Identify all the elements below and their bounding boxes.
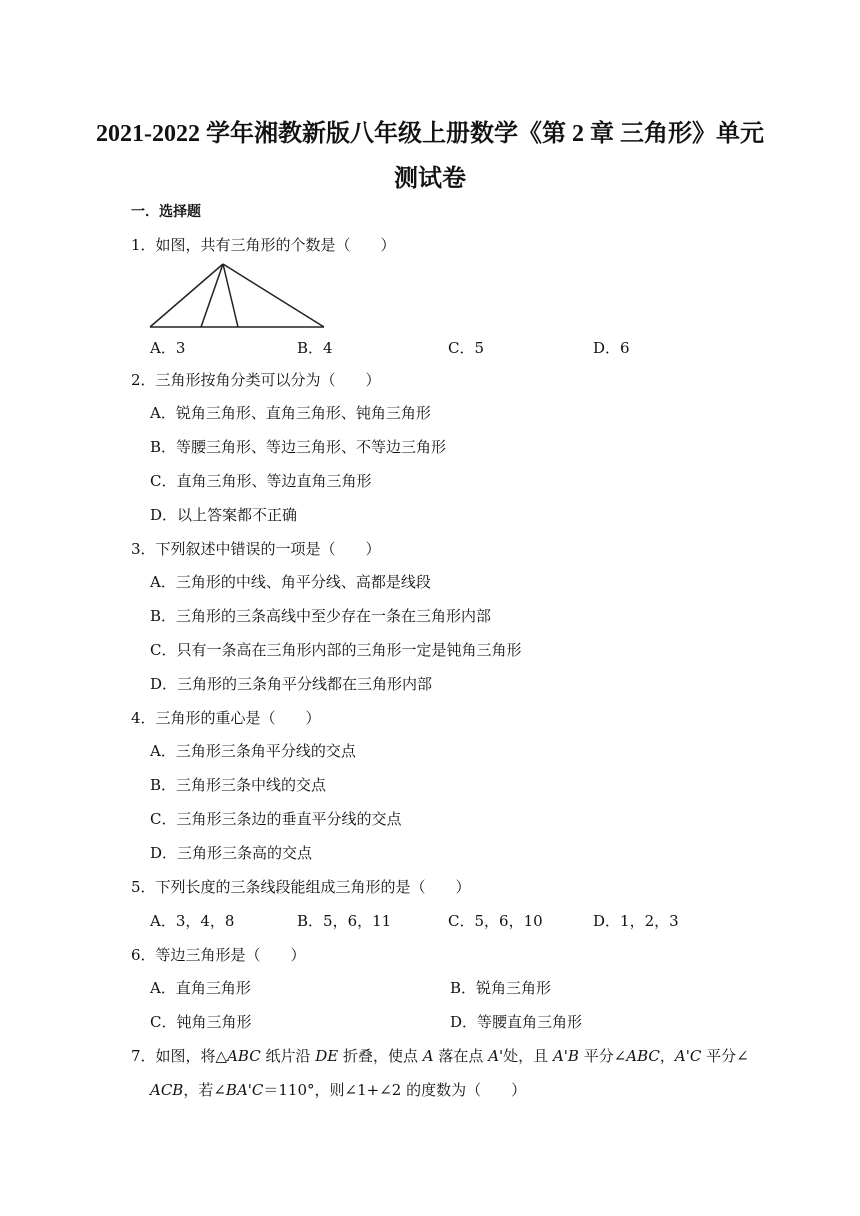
q4-option-a: A．三角形三条角平分线的交点 — [150, 742, 356, 760]
document-title-line2: 测试卷 — [394, 166, 466, 192]
q6-option-d: D．等腰直角三角形 — [450, 1013, 583, 1031]
figure-inner-line-2 — [223, 264, 238, 327]
q5-option-b: B．5，6，11 — [297, 912, 392, 930]
section-heading: 一．选择题 — [131, 204, 201, 220]
q4-option-c: C．三角形三条边的垂直平分线的交点 — [150, 810, 402, 828]
question-4-stem: 4．三角形的重心是（ ） — [131, 709, 321, 727]
q5-option-d: D．1，2，3 — [593, 912, 679, 930]
q6-option-b: B．锐角三角形 — [450, 979, 552, 997]
document-title-line1: 2021-2022 学年湘教新版八年级上册数学《第 2 章 三角形》单元 — [96, 121, 764, 147]
question-2-stem: 2．三角形按角分类可以分为（ ） — [131, 371, 381, 389]
q2-option-a: A．锐角三角形、直角三角形、钝角三角形 — [150, 404, 431, 422]
q5-option-a: A．3，4，8 — [150, 912, 235, 930]
q1-option-c: C．5 — [448, 339, 485, 357]
q3-option-b: B．三角形的三条高线中至少存在一条在三角形内部 — [150, 607, 492, 625]
question-1-stem: 1．如图，共有三角形的个数是（ ） — [131, 236, 396, 254]
q5-option-c: C．5，6，10 — [448, 912, 543, 930]
question-7-stem-line2: ACB，若∠BA'C＝110°，则∠1+∠2 的度数为（ ） — [150, 1081, 527, 1099]
q6-option-a: A．直角三角形 — [150, 979, 251, 997]
q2-option-b: B．等腰三角形、等边三角形、不等边三角形 — [150, 438, 447, 456]
q1-option-a: A．3 — [150, 339, 186, 357]
q3-option-c: C．只有一条高在三角形内部的三角形一定是钝角三角形 — [150, 641, 522, 659]
q2-option-c: C．直角三角形、等边直角三角形 — [150, 472, 372, 490]
q3-option-d: D．三角形的三条角平分线都在三角形内部 — [150, 675, 433, 693]
q3-option-a: A．三角形的中线、角平分线、高都是线段 — [150, 573, 431, 591]
figure-right-side — [223, 264, 324, 327]
triangle-figure — [146, 262, 328, 332]
question-7-stem-line1: 7．如图，将△ABC 纸片沿 DE 折叠，使点 A 落在点 A'处，且 A'B 平分∠ABC，A'C 平分∠ — [131, 1047, 749, 1065]
question-6-stem: 6．等边三角形是（ ） — [131, 946, 306, 964]
q6-option-c: C．钝角三角形 — [150, 1013, 252, 1031]
q2-option-d: D．以上答案都不正确 — [150, 506, 298, 524]
q4-option-d: D．三角形三条高的交点 — [150, 844, 313, 862]
question-3-stem: 3．下列叙述中错误的一项是（ ） — [131, 540, 381, 558]
question-5-stem: 5．下列长度的三条线段能组成三角形的是（ ） — [131, 878, 471, 896]
q4-option-b: B．三角形三条中线的交点 — [150, 776, 327, 794]
q1-option-d: D．6 — [593, 339, 630, 357]
q1-option-b: B．4 — [297, 339, 333, 357]
